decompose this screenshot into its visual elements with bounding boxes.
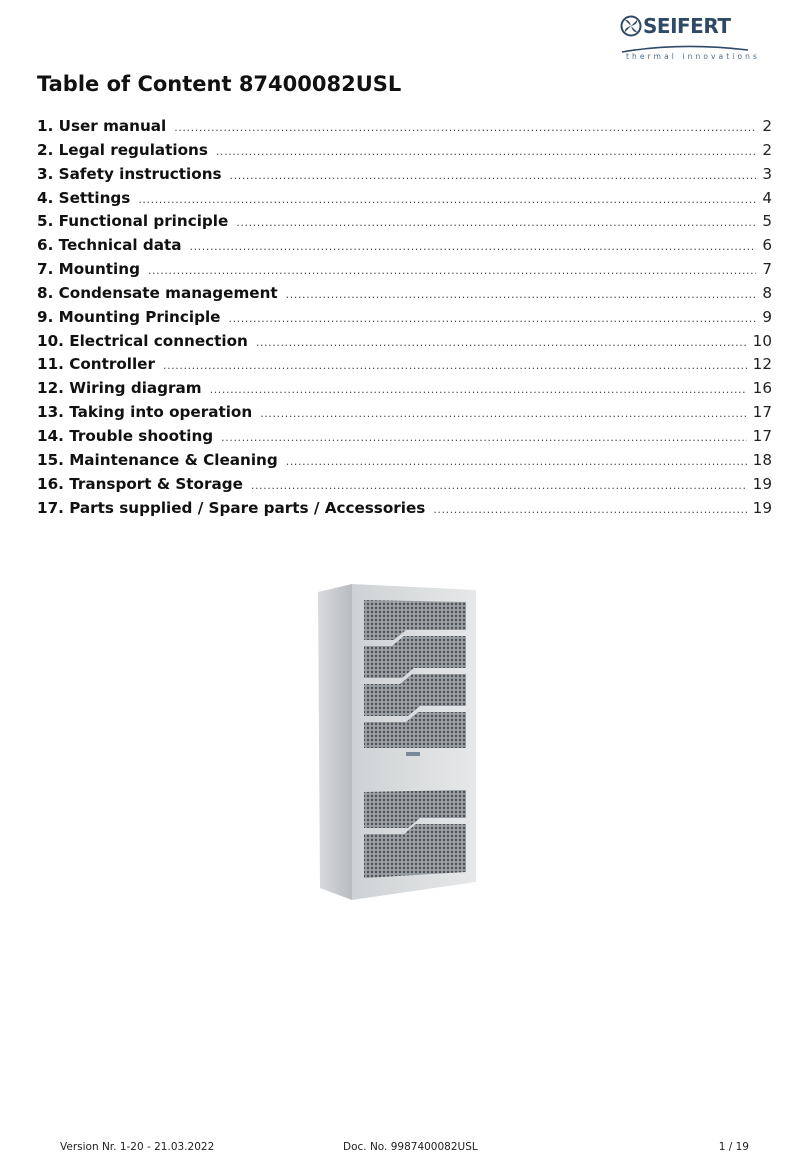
toc-entry-label: 3. Safety instructions	[37, 164, 222, 183]
toc-dot-leader	[251, 479, 747, 492]
toc-entry-page: 8	[762, 283, 772, 302]
toc-dot-leader	[174, 121, 756, 134]
toc-entry[interactable]	[37, 236, 772, 260]
toc-entry-page: 19	[752, 498, 772, 517]
toc-dot-leader	[286, 455, 747, 468]
toc-entry-label: 4. Settings	[37, 188, 131, 207]
toc-entry-label: 5. Functional principle	[37, 212, 229, 231]
footer-version: Version Nr. 1-20 - 21.03.2022	[60, 1141, 215, 1153]
toc-entry-page: 16	[752, 379, 772, 398]
toc-entry[interactable]	[37, 427, 772, 451]
fan-logo-icon	[620, 15, 642, 37]
toc-dot-leader	[236, 216, 756, 229]
toc-entry-label: 2. Legal regulations	[37, 140, 208, 159]
toc-entry[interactable]	[37, 355, 772, 379]
toc-entry-page: 2	[762, 117, 772, 135]
toc-entry-page: 7	[762, 260, 772, 279]
toc-dot-leader	[163, 359, 747, 372]
toc-entry-label: 7. Mounting	[37, 260, 140, 279]
toc-dot-leader	[286, 288, 757, 301]
toc-dot-leader	[189, 240, 756, 253]
brand-tagline: thermal innovations	[626, 52, 761, 61]
toc-entry-label: 12. Wiring diagram	[37, 379, 202, 398]
toc-entry[interactable]	[37, 332, 772, 356]
toc-dot-leader	[221, 431, 747, 444]
toc-entry[interactable]	[37, 475, 772, 499]
toc-entry-label: 6. Technical data	[37, 236, 182, 255]
toc-entry-page: 18	[752, 450, 772, 469]
toc-dot-leader	[433, 503, 746, 516]
toc-entry[interactable]	[37, 451, 772, 475]
toc-entry-label: 16. Transport & Storage	[37, 474, 243, 493]
toc-entry-page: 3	[762, 164, 772, 183]
toc-entry[interactable]	[37, 260, 772, 284]
toc-entry[interactable]	[37, 379, 772, 403]
brand-logo	[620, 14, 761, 66]
toc-entry-label: 10. Electrical connection	[37, 331, 248, 350]
toc-dot-leader	[260, 407, 746, 420]
toc-entry[interactable]	[37, 165, 772, 189]
toc-entry-label: 14. Trouble shooting	[37, 426, 214, 445]
toc-entry[interactable]	[37, 212, 772, 236]
toc-dot-leader	[228, 312, 756, 325]
toc-entry-page: 4	[762, 188, 772, 207]
toc-entry-page: 17	[752, 403, 772, 422]
toc-dot-leader	[138, 193, 756, 206]
toc-entry[interactable]	[37, 499, 772, 523]
page-title: Table of Content 87400082USL	[37, 72, 402, 96]
table-of-contents	[37, 117, 772, 522]
toc-dot-leader	[148, 264, 756, 277]
toc-entry-page: 9	[762, 307, 772, 326]
toc-entry[interactable]	[37, 189, 772, 213]
air-conditioner-unit-image	[310, 582, 488, 902]
toc-entry-label: 1. User manual	[37, 117, 167, 135]
toc-entry-page: 6	[762, 236, 772, 255]
toc-dot-leader	[256, 336, 747, 349]
toc-entry-label: 11. Controller	[37, 355, 155, 374]
toc-entry-label: 15. Maintenance & Cleaning	[37, 450, 278, 469]
footer-page-indicator: 1 / 19	[718, 1141, 749, 1153]
toc-entry-label: 9. Mounting Principle	[37, 307, 221, 326]
toc-entry[interactable]	[37, 117, 772, 141]
toc-entry[interactable]	[37, 403, 772, 427]
toc-dot-leader	[210, 383, 747, 396]
toc-entry[interactable]	[37, 308, 772, 332]
toc-entry-label: 17. Parts supplied / Spare parts / Accessories	[37, 498, 426, 517]
toc-entry-page: 10	[752, 331, 772, 350]
toc-dot-leader	[216, 145, 756, 158]
toc-entry-page: 5	[762, 212, 772, 231]
toc-entry-page: 17	[752, 426, 772, 445]
footer-doc-number: Doc. No. 9987400082USL	[343, 1141, 478, 1153]
toc-dot-leader	[230, 169, 757, 182]
toc-entry-page: 2	[762, 140, 772, 159]
toc-entry-page: 19	[752, 474, 772, 493]
toc-entry-label: 13. Taking into operation	[37, 403, 253, 422]
toc-entry-label: 8. Condensate management	[37, 283, 278, 302]
toc-entry-page: 12	[752, 355, 772, 374]
toc-entry[interactable]	[37, 141, 772, 165]
toc-entry[interactable]	[37, 284, 772, 308]
brand-name: SEIFERT	[643, 14, 731, 38]
